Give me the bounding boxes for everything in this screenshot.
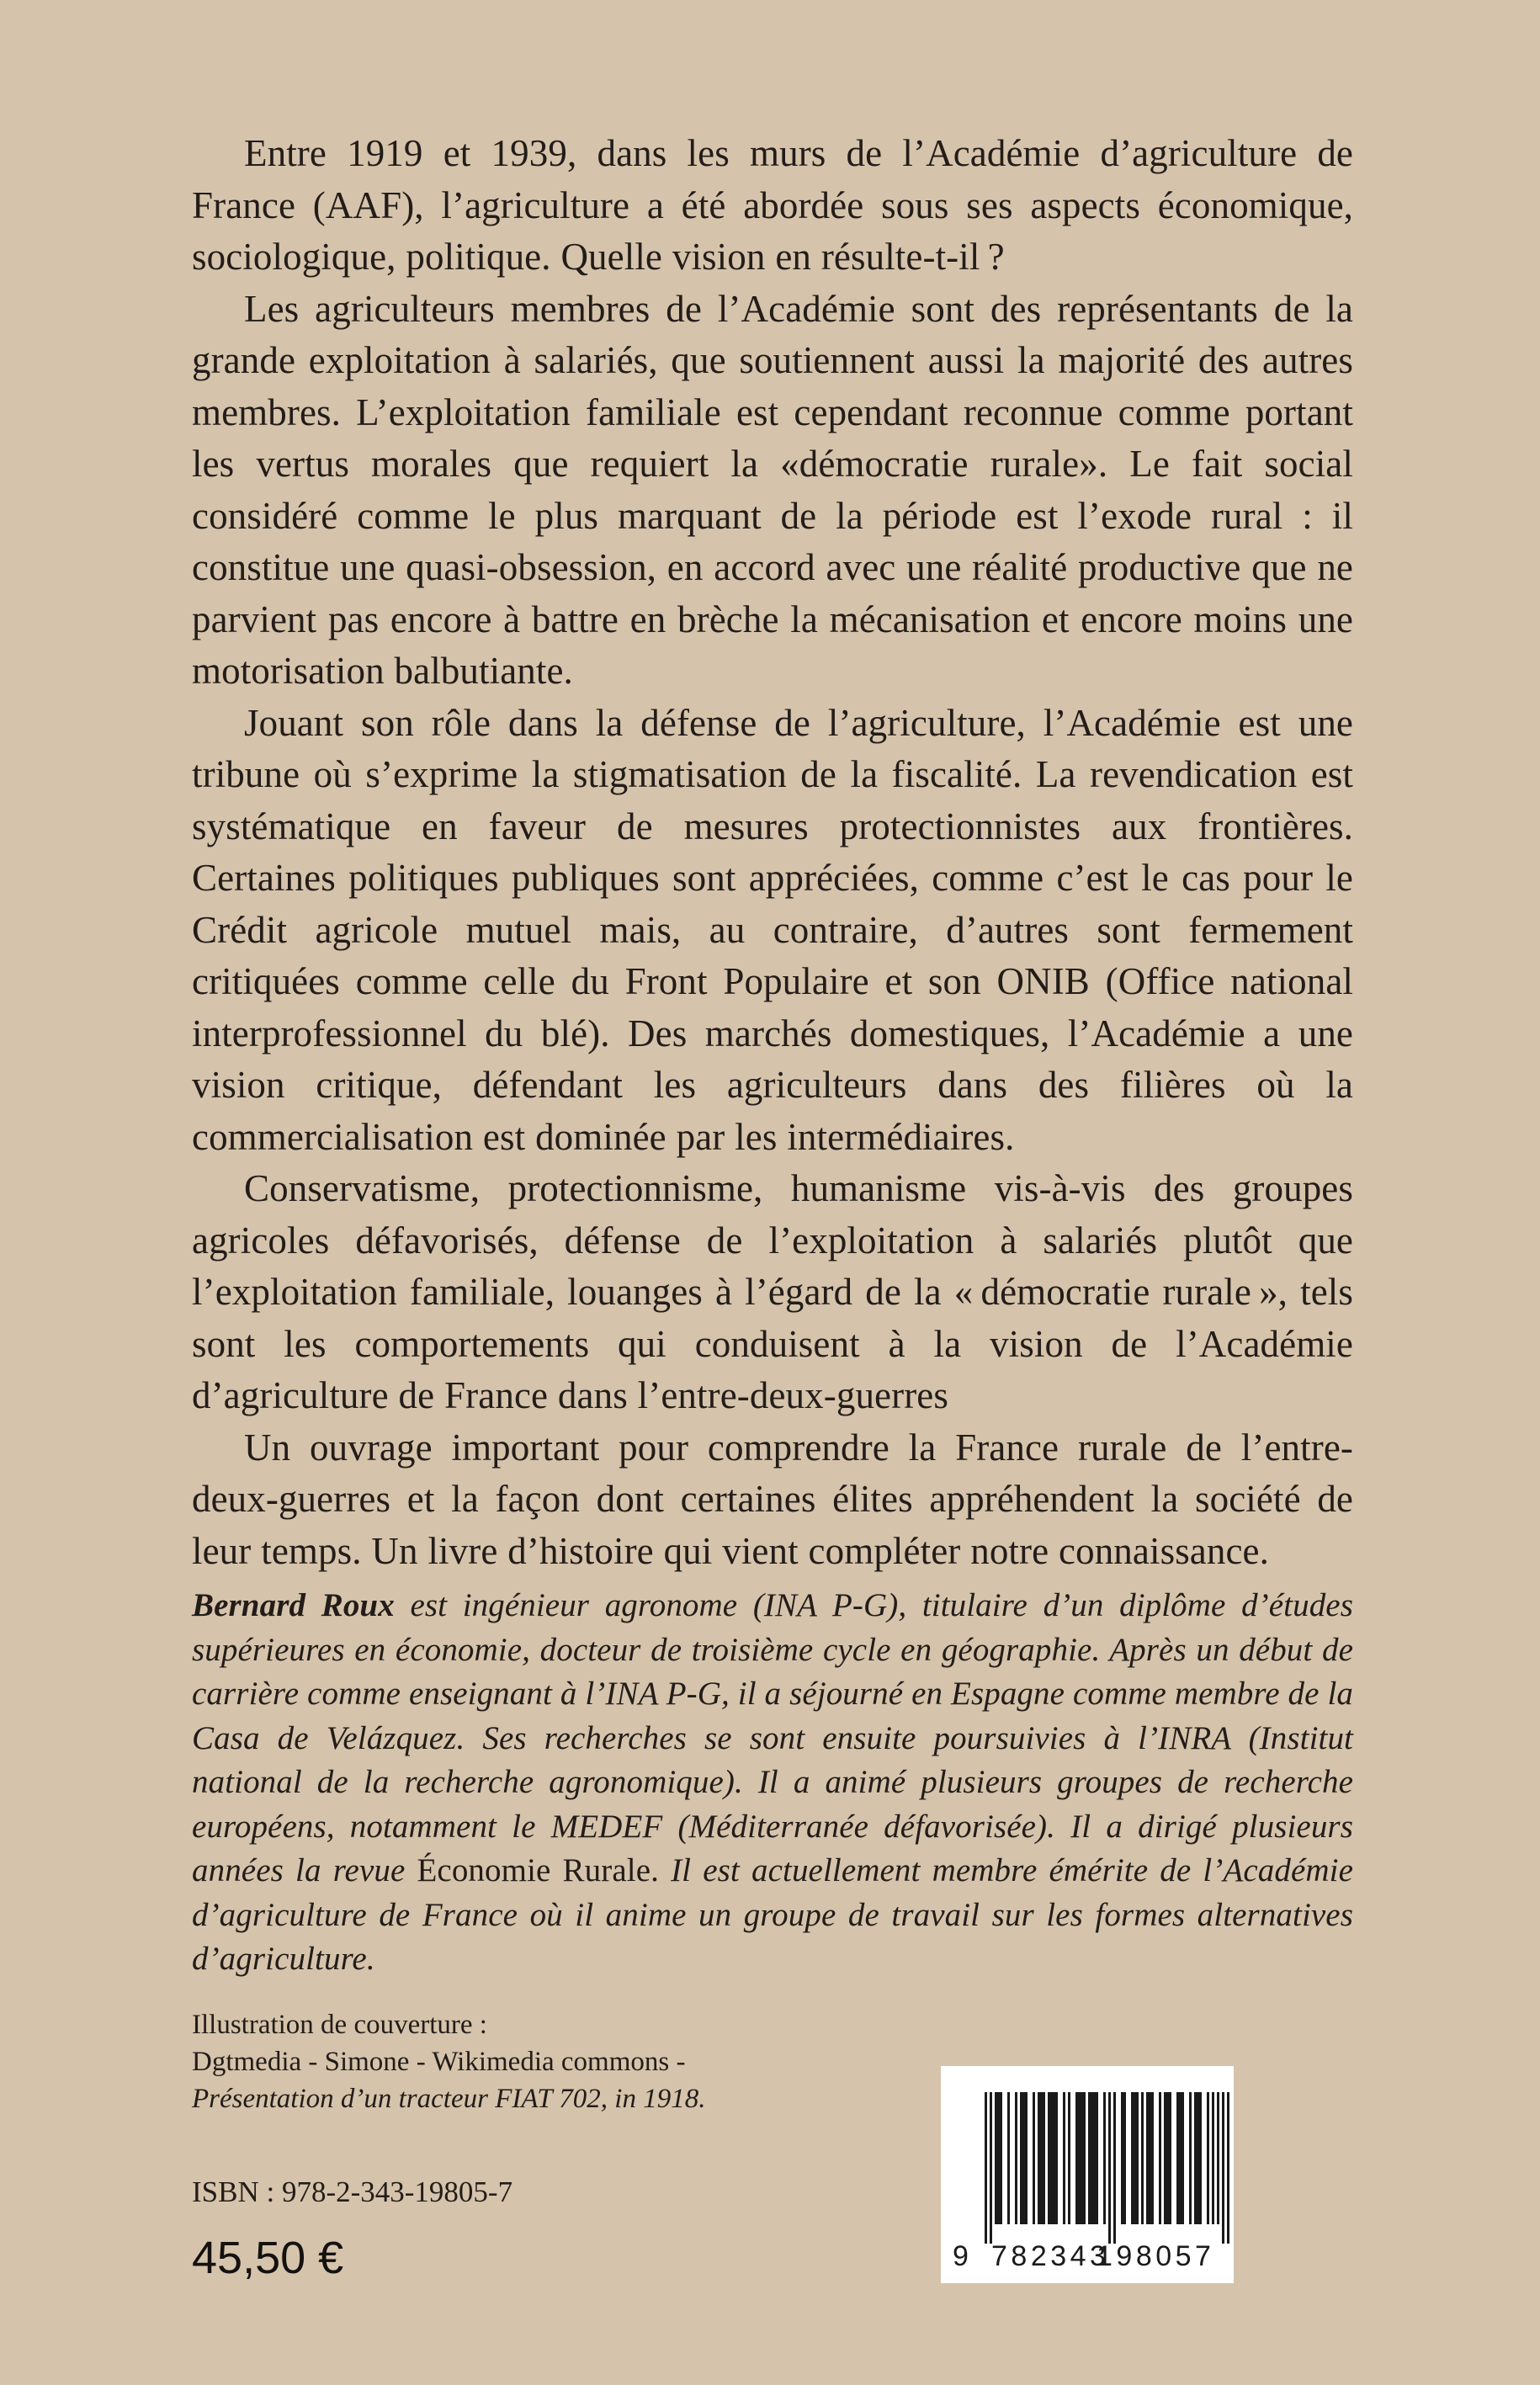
barcode	[941, 2066, 1234, 2283]
blurb-paragraph-2: Les agriculteurs membres de l’Académie sont des représentants de la grande exploitation à salariés, que soutiennent aussi la majorité des autres membres. L’exploitation familiale est cependant reconnue comme portant les vertus morales que requiert la «démocratie rurale». Le fait social considéré comme le plus marquant de la période est l’exode rural : il constitue une quasi-obsession, en accord avec une réalité productive que ne parvient pas encore à battre en brèche la mécanisation et encore moins une motorisation balbutiante.	[192, 287, 1353, 692]
journal-name: Économie Rurale.	[417, 1852, 659, 1888]
blurb-block	[192, 128, 1353, 1577]
barcode-right-group: 198057	[1097, 2240, 1215, 2272]
credit-line-3: Présentation d’un tracteur FIAT 702, in 1918.	[192, 2084, 706, 2114]
credit-line-1: Illustration de couverture :	[192, 2010, 487, 2040]
barcode-left-group: 782343	[991, 2240, 1110, 2272]
barcode-graphic	[941, 2066, 1234, 2283]
credit-line-2: Dgtmedia - Simone - Wikimedia commons -	[192, 2047, 686, 2077]
author-name: Bernard Roux	[192, 1587, 395, 1623]
illustration-credit	[192, 2006, 949, 2117]
blurb-paragraph-3: Jouant son rôle dans la défense de l’agriculture, l’Académie est une tribune où s’exprime la stigmatisation de la fiscalité. La revendication est systématique en faveur de mesures protectionnistes aux frontières. Certaines politiques publiques sont appréciées, comme c’est le cas pour le Crédit agricole mutuel mais, au contraire, d’autres sont fermement critiquées comme celle du Front Populaire et son ONIB (Office national interprofessionnel du blé). Des marchés domestiques, l’Académie a une vision critique, défendant les agriculteurs dans des filières où la commercialisation est dominée par les intermédiaires.	[192, 701, 1353, 1158]
barcode-digits	[941, 2239, 1234, 2273]
author-bio	[192, 1584, 1353, 1982]
author-bio-text-part-1: est ingénieur agronome (INA P-G), titulaire d’un diplôme d’études supérieures en économie, docteur de troisième cycle en géographie. Après un début de carrière comme enseignant à l’INA P-G, il a séjourné en Espagne comme membre de la Casa de Velázquez. Ses recherches se sont ensuite poursuivies à l’INRA (Institut national de la recherche agronomique). Il a animé plusieurs groupes de recherche européens, notamment le MEDEF (Méditerranée défavorisée). Il a dirigé plusieurs années la revue	[192, 1587, 1353, 1888]
blurb-paragraph-1: Entre 1919 et 1939, dans les murs de l’Académie d’agriculture de France (AAF), l’agriculture a été abordée sous ses aspects économique, sociologique, politique. Quelle vision en résulte-t-il ?	[192, 132, 1353, 278]
barcode-lead-digit: 9	[953, 2240, 969, 2272]
blurb-paragraph-5: Un ouvrage important pour comprendre la France rurale de l’entre-deux-guerres et la façon dont certaines élites appréhendent la société de leur temps. Un livre d’histoire qui vient compléter notre connaissance.	[192, 1426, 1353, 1572]
blurb-paragraph-4: Conservatisme, protectionnisme, humanisme vis-à-vis des groupes agricoles défavorisés, défense de l’exploitation à salariés plutôt que l’exploitation familiale, louanges à l’égard de la « démocratie rurale », tels sont les comportements qui conduisent à la vision de l’Académie d’agriculture de France dans l’entre-deux-guerres	[192, 1167, 1353, 1416]
price-label: 45,50 €	[192, 2233, 344, 2283]
author-bio-text-part-2: Il est actuellement membre émérite de l’Académie d’agriculture de France où il anime un groupe de travail sur les formes alternatives d’agriculture.	[192, 1852, 1353, 1977]
isbn-label: ISBN : 978-2-343-19805-7	[192, 2175, 513, 2208]
